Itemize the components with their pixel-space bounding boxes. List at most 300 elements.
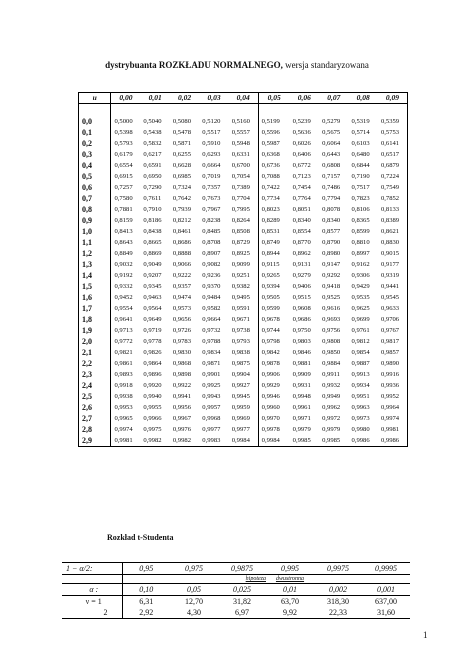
t-cell: 0,05 <box>170 584 218 596</box>
table-cell: 0,8289 <box>261 217 280 224</box>
table-cell: 0,9854 <box>351 349 370 356</box>
table-cell: 0,7422 <box>261 184 280 191</box>
table-cell: 0,5714 <box>351 129 370 136</box>
row-label-u: 1,1 <box>79 237 111 248</box>
table-cell: 0,9982 <box>140 435 169 447</box>
table-cell: 0,5832 <box>143 140 162 147</box>
header-cell: 0,01 <box>140 93 169 104</box>
table-cell: 0,9207 <box>143 272 162 279</box>
table-cell: 0,8729 <box>229 237 258 248</box>
row-label-u: 2,5 <box>79 391 111 402</box>
table-cell: 0,7517 <box>351 184 370 191</box>
table-cell: 0,9778 <box>143 338 162 345</box>
table-cell: 0,6480 <box>351 151 370 158</box>
table-cell: 0,8264 <box>229 215 258 226</box>
table-cell: 0,9986 <box>349 435 378 447</box>
table-cell: 0,9964 <box>378 402 408 413</box>
table-cell: 0,9750 <box>292 327 311 334</box>
table-cell: 0,9761 <box>351 327 370 334</box>
table-row <box>79 281 408 292</box>
row-label-u: 0,2 <box>79 138 111 149</box>
table-cell: 0,9418 <box>322 283 341 290</box>
table-cell: 0,7123 <box>292 173 311 180</box>
row-label-u: 0,4 <box>79 160 111 171</box>
table-cell: 0,6628 <box>172 162 191 169</box>
row-label-u: 0,8 <box>79 204 111 215</box>
table-cell: 0,9830 <box>172 349 191 356</box>
table-cell: 0,6554 <box>114 162 133 169</box>
table-cell: 0,9032 <box>114 261 133 268</box>
table-cell: 0,8023 <box>261 206 280 213</box>
table-row <box>79 259 408 270</box>
table-cell: 0,9861 <box>114 360 133 367</box>
t-cell: 4,30 <box>170 607 218 619</box>
table-cell: 0,8810 <box>351 239 370 246</box>
table-cell: 0,9911 <box>322 371 340 378</box>
table-cell: 0,9686 <box>292 316 311 323</box>
t-cell: 2,92 <box>122 607 170 619</box>
table-cell: 0,8212 <box>172 217 191 224</box>
table-cell: 0,9890 <box>378 358 408 369</box>
table-cell: 0,9162 <box>351 261 370 268</box>
table-cell: 0,9969 <box>229 413 258 424</box>
table-cell: 0,8554 <box>292 228 311 235</box>
row-label-u: 1,2 <box>79 248 111 259</box>
table-cell: 0,6950 <box>143 173 162 180</box>
table-cell: 0,8980 <box>322 250 341 257</box>
table-cell: 0,8438 <box>143 228 162 235</box>
table-cell: 0,9955 <box>143 404 162 411</box>
table-cell: 0,8599 <box>351 228 370 235</box>
table-cell: 0,6368 <box>261 151 280 158</box>
table-cell: 0,7881 <box>114 206 133 213</box>
table-cell: 0,9406 <box>292 283 311 290</box>
table-cell: 0,9131 <box>292 261 311 268</box>
table-cell: 0,6664 <box>202 162 221 169</box>
table-cell: 0,9505 <box>261 294 280 301</box>
table-cell: 0,9803 <box>292 338 311 345</box>
table-cell: 0,8888 <box>172 250 191 257</box>
table-cell: 0,9808 <box>322 338 341 345</box>
table-cell: 0,9904 <box>229 369 258 380</box>
table-row <box>79 402 408 413</box>
table-cell: 0,7454 <box>292 184 311 191</box>
table-row <box>79 215 408 226</box>
table-cell: 0,9429 <box>351 283 370 290</box>
row-label-u: 2,6 <box>79 402 111 413</box>
row-label-u: 2,1 <box>79 347 111 358</box>
table-cell: 0,9678 <box>261 316 280 323</box>
table-row <box>79 380 408 391</box>
table-row <box>79 270 408 281</box>
table-cell: 0,9265 <box>261 272 280 279</box>
table-cell: 0,8830 <box>378 237 408 248</box>
table-cell: 0,9980 <box>351 426 370 433</box>
table-cell: 0,9726 <box>172 327 191 334</box>
table-cell: 0,9922 <box>172 382 191 389</box>
t-cell: 0,001 <box>362 584 410 596</box>
table-row <box>79 127 408 138</box>
table-cell: 0,8997 <box>351 250 370 257</box>
header-cell: 0,03 <box>199 93 228 104</box>
table-cell: 0,9641 <box>114 316 133 323</box>
row-label-u: 0,7 <box>79 193 111 204</box>
table-cell: 0,5557 <box>229 127 258 138</box>
table-cell: 0,9649 <box>143 316 162 323</box>
t-cell: 318,30 <box>314 596 362 608</box>
table-cell: 0,9474 <box>172 294 191 301</box>
table-cell: 0,9946 <box>261 393 280 400</box>
table-row <box>79 149 408 160</box>
table-cell: 0,9616 <box>322 305 341 312</box>
table-cell: 0,6179 <box>114 151 133 158</box>
table-cell: 0,6808 <box>322 162 341 169</box>
table-cell: 0,7939 <box>172 206 191 213</box>
table-cell: 0,7054 <box>229 171 258 182</box>
t-cell: 9,92 <box>266 607 314 619</box>
table-cell: 0,9864 <box>143 360 162 367</box>
table-cell: 0,9850 <box>322 349 341 356</box>
table-cell: 0,8485 <box>202 228 221 235</box>
table-cell: 0,9251 <box>229 270 258 281</box>
table-cell: 0,9986 <box>378 435 408 447</box>
table-cell: 0,5160 <box>229 116 258 127</box>
table-row <box>79 171 408 182</box>
table-cell: 0,9960 <box>261 404 280 411</box>
table-cell: 0,9115 <box>261 261 280 268</box>
table-cell: 0,5239 <box>292 118 311 125</box>
table-cell: 0,9971 <box>292 415 311 422</box>
table-row <box>79 182 408 193</box>
table-cell: 0,8686 <box>172 239 191 246</box>
t-cell: 31,60 <box>362 607 410 619</box>
table-cell: 0,9909 <box>292 371 311 378</box>
table-cell: 0,9732 <box>202 327 221 334</box>
row-label-u: 1,3 <box>79 259 111 270</box>
table-cell: 0,9319 <box>378 270 408 281</box>
table-cell: 0,8186 <box>143 217 162 224</box>
table-cell: 0,8365 <box>351 217 370 224</box>
table-cell: 0,5987 <box>261 140 280 147</box>
t-cell: 0,002 <box>314 584 362 596</box>
t-cell: 0,95 <box>122 563 170 575</box>
table-cell: 0,8531 <box>261 228 280 235</box>
row-label-u: 2,8 <box>79 424 111 435</box>
table-row <box>79 292 408 303</box>
table-row <box>79 248 408 259</box>
table-cell: 0,9625 <box>351 305 370 312</box>
normal-distribution-table <box>78 92 408 447</box>
table-cell: 0,5478 <box>172 129 191 136</box>
t-cell: 0,10 <box>122 584 170 596</box>
table-cell: 0,6064 <box>322 140 341 147</box>
table-cell: 0,9671 <box>229 314 258 325</box>
table-cell: 0,6331 <box>229 149 258 160</box>
table-cell: 0,9963 <box>351 404 370 411</box>
table-cell: 0,8340 <box>292 217 311 224</box>
table-row <box>79 160 408 171</box>
row-label-u: 0,5 <box>79 171 111 182</box>
table-cell: 0,9664 <box>202 316 221 323</box>
t-cell: 0,01 <box>266 584 314 596</box>
table-cell: 0,9973 <box>351 415 370 422</box>
table-row <box>79 369 408 380</box>
table-row <box>79 314 408 325</box>
table-cell: 0,6591 <box>143 162 162 169</box>
t-row-df1 <box>62 596 410 608</box>
table-cell: 0,9925 <box>202 382 221 389</box>
row-label-u: 2,9 <box>79 435 111 447</box>
table-cell: 0,5279 <box>322 118 341 125</box>
header-cell: 0,06 <box>290 93 319 104</box>
table-cell: 0,9979 <box>322 426 341 433</box>
table-cell: 0,9279 <box>292 272 311 279</box>
table-cell: 0,9898 <box>172 371 191 378</box>
table-cell: 0,8389 <box>378 215 408 226</box>
table-cell: 0,9938 <box>114 393 133 400</box>
table-cell: 0,9940 <box>143 393 162 400</box>
table-cell: 0,5359 <box>378 116 408 127</box>
table-cell: 0,9015 <box>378 248 408 259</box>
table-cell: 0,8869 <box>143 250 162 257</box>
page-title <box>0 60 474 70</box>
table-cell: 0,9821 <box>114 349 133 356</box>
t-student-title: Rozkład t-Studenta <box>107 533 174 542</box>
table-cell: 0,9929 <box>261 382 280 389</box>
table-row <box>79 303 408 314</box>
table-cell: 0,9931 <box>292 382 311 389</box>
table-cell: 0,6772 <box>292 162 311 169</box>
table-cell: 0,9953 <box>114 404 133 411</box>
table-cell: 0,9738 <box>229 325 258 336</box>
table-row <box>79 424 408 435</box>
table-cell: 0,7088 <box>261 173 280 180</box>
table-cell: 0,7290 <box>143 184 162 191</box>
table-cell: 0,9968 <box>202 415 221 422</box>
table-cell: 0,9292 <box>322 272 341 279</box>
table-cell: 0,9838 <box>229 347 258 358</box>
t-row-label: ν = 1 <box>62 596 122 608</box>
table-row <box>79 204 408 215</box>
table-cell: 0,7642 <box>172 195 191 202</box>
table-cell: 0,9981 <box>111 435 140 447</box>
row-label-u: 1,0 <box>79 226 111 237</box>
hypothesis-label: hipoteza <box>218 575 266 584</box>
table-cell: 0,7224 <box>378 171 408 182</box>
table-header-row <box>79 93 408 104</box>
table-cell: 0,9370 <box>202 283 221 290</box>
normal-table-body <box>79 116 408 447</box>
table-cell: 0,9975 <box>143 426 162 433</box>
table-cell: 0,5910 <box>202 140 221 147</box>
table-cell: 0,5000 <box>114 118 133 125</box>
t-cell: 0,995 <box>266 563 314 575</box>
table-cell: 0,9878 <box>261 360 280 367</box>
row-label-u: 2,0 <box>79 336 111 347</box>
table-cell: 0,7019 <box>202 173 221 180</box>
table-cell: 0,9699 <box>351 316 370 323</box>
table-cell: 0,9941 <box>172 393 191 400</box>
table-cell: 0,9564 <box>143 305 162 312</box>
table-cell: 0,9793 <box>229 336 258 347</box>
row-label-u: 1,6 <box>79 292 111 303</box>
table-cell: 0,9977 <box>202 426 221 433</box>
table-cell: 0,9441 <box>378 281 408 292</box>
header-cell: 0,04 <box>229 93 258 104</box>
table-cell: 0,5636 <box>292 129 311 136</box>
table-cell: 0,9706 <box>378 314 408 325</box>
table-cell: 0,9956 <box>172 404 191 411</box>
table-cell: 0,9918 <box>114 382 133 389</box>
table-row <box>79 336 408 347</box>
table-cell: 0,6406 <box>292 151 311 158</box>
table-cell: 0,9484 <box>202 294 221 301</box>
table-cell: 0,5199 <box>261 118 280 125</box>
row-label-u: 2,3 <box>79 369 111 380</box>
table-cell: 0,9817 <box>378 336 408 347</box>
table-cell: 0,8643 <box>114 239 133 246</box>
t-row-label: 1 − α/2: <box>62 563 122 575</box>
table-cell: 0,9222 <box>172 272 191 279</box>
table-cell: 0,8790 <box>322 239 341 246</box>
table-cell: 0,7734 <box>261 195 280 202</box>
table-cell: 0,6103 <box>351 140 370 147</box>
table-cell: 0,9979 <box>292 426 311 433</box>
t-cell: 63,70 <box>266 596 314 608</box>
table-row <box>79 413 408 424</box>
table-cell: 0,9693 <box>322 316 341 323</box>
table-cell: 0,5753 <box>378 127 408 138</box>
table-cell: 0,9985 <box>290 435 319 447</box>
table-cell: 0,9957 <box>202 404 221 411</box>
header-cell: 0,02 <box>170 93 199 104</box>
header-u: u <box>79 93 111 104</box>
page-number: 1 <box>423 630 428 640</box>
table-cell: 0,9382 <box>229 281 258 292</box>
table-cell: 0,9573 <box>172 305 191 312</box>
header-cell: 0,07 <box>319 93 348 104</box>
table-cell: 0,9982 <box>170 435 199 447</box>
table-cell: 0,9974 <box>378 413 408 424</box>
table-cell: 0,8133 <box>378 204 408 215</box>
table-cell: 0,9974 <box>114 426 133 433</box>
table-cell: 0,6736 <box>261 162 280 169</box>
table-row <box>79 193 408 204</box>
table-cell: 0,9887 <box>351 360 370 367</box>
table-cell: 0,8962 <box>292 250 311 257</box>
table-cell: 0,9463 <box>143 294 162 301</box>
header-cell: 0,00 <box>111 93 140 104</box>
table-cell: 0,7324 <box>172 184 191 191</box>
table-cell: 0,6255 <box>172 151 191 158</box>
table-cell: 0,9099 <box>229 259 258 270</box>
table-cell: 0,9767 <box>378 325 408 336</box>
table-cell: 0,7967 <box>202 206 221 213</box>
table-cell: 0,8708 <box>202 239 221 246</box>
t-cell: 0,975 <box>170 563 218 575</box>
table-cell: 0,5871 <box>172 140 191 147</box>
table-row <box>79 391 408 402</box>
table-cell: 0,9948 <box>292 393 311 400</box>
t-row-label: 2 <box>62 607 122 619</box>
table-cell: 0,8413 <box>114 228 133 235</box>
table-cell: 0,9906 <box>261 371 280 378</box>
table-cell: 0,9332 <box>114 283 133 290</box>
table-cell: 0,9857 <box>378 347 408 358</box>
table-cell: 0,9884 <box>322 360 341 367</box>
table-cell: 0,9394 <box>261 283 280 290</box>
table-cell: 0,9901 <box>202 371 221 378</box>
table-cell: 0,9893 <box>114 371 133 378</box>
table-cell: 0,9788 <box>202 338 221 345</box>
row-label-u: 1,9 <box>79 325 111 336</box>
table-cell: 0,9976 <box>172 426 191 433</box>
two-sided-label: dwustronna <box>266 575 314 584</box>
table-cell: 0,9599 <box>261 305 280 312</box>
table-row <box>79 116 408 127</box>
row-label-u: 1,7 <box>79 303 111 314</box>
table-cell: 0,7910 <box>143 206 162 213</box>
table-cell: 0,6844 <box>351 162 370 169</box>
table-cell: 0,9983 <box>199 435 228 447</box>
table-cell: 0,9952 <box>378 391 408 402</box>
table-cell: 0,9582 <box>202 305 221 312</box>
t-row-df2 <box>62 607 410 619</box>
table-cell: 0,5438 <box>143 129 162 136</box>
table-cell: 0,9591 <box>229 303 258 314</box>
table-cell: 0,9236 <box>202 272 221 279</box>
table-cell: 0,8849 <box>114 250 133 257</box>
table-cell: 0,6026 <box>292 140 311 147</box>
table-cell: 0,9306 <box>351 272 370 279</box>
table-cell: 0,9984 <box>258 435 289 447</box>
table-cell: 0,9961 <box>292 404 311 411</box>
table-cell: 0,9985 <box>319 435 348 447</box>
table-cell: 0,8106 <box>351 206 370 213</box>
table-cell: 0,9719 <box>143 327 162 334</box>
table-cell: 0,8340 <box>322 217 341 224</box>
table-cell: 0,7995 <box>229 204 258 215</box>
table-cell: 0,5948 <box>229 138 258 149</box>
table-cell: 0,5596 <box>261 129 280 136</box>
row-label-u: 0,0 <box>79 116 111 127</box>
row-label-u: 0,9 <box>79 215 111 226</box>
table-cell: 0,9783 <box>172 338 191 345</box>
t-cell: 0,9875 <box>218 563 266 575</box>
table-cell: 0,7549 <box>378 182 408 193</box>
table-cell: 0,9927 <box>229 380 258 391</box>
table-cell: 0,9357 <box>172 283 191 290</box>
table-cell: 0,7852 <box>378 193 408 204</box>
table-cell: 0,5793 <box>114 140 133 147</box>
table-cell: 0,7257 <box>114 184 133 191</box>
table-cell: 0,9345 <box>143 283 162 290</box>
table-cell: 0,6879 <box>378 160 408 171</box>
table-cell: 0,7580 <box>114 195 133 202</box>
table-cell: 0,7704 <box>229 193 258 204</box>
title-bold: dystrybuanta ROZKŁADU NORMALNEGO, <box>105 60 283 70</box>
table-cell: 0,7764 <box>292 195 311 202</box>
table-cell: 0,9713 <box>114 327 133 334</box>
t-cell: 12,70 <box>170 596 218 608</box>
table-cell: 0,7823 <box>351 195 370 202</box>
table-cell: 0,9945 <box>229 391 258 402</box>
table-cell: 0,9772 <box>114 338 133 345</box>
table-cell: 0,9756 <box>322 327 341 334</box>
table-cell: 0,9798 <box>261 338 280 345</box>
table-cell: 0,9846 <box>292 349 311 356</box>
table-cell: 0,9965 <box>114 415 133 422</box>
